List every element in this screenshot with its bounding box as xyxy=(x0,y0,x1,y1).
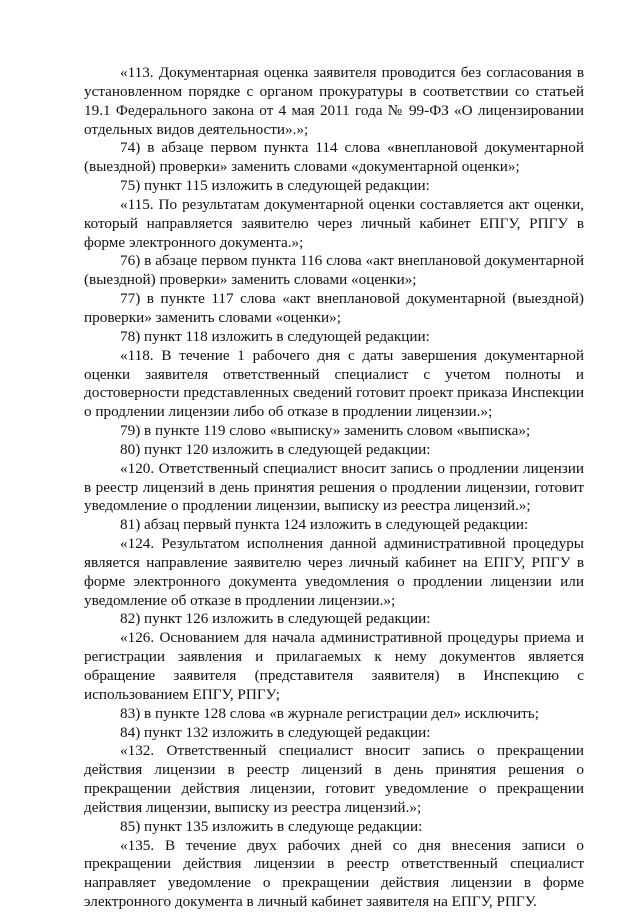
paragraph-79: 79) в пункте 119 слово «выписку» заменить словом «выписка»; xyxy=(120,422,531,440)
paragraph-77: 77) в пункте 117 слова «акт внеплановой документарной (выездной) проверки» заменить словами «оценки»; xyxy=(84,290,584,326)
paragraph-75: 75) пункт 115 изложить в следующей редакции: xyxy=(120,177,430,195)
paragraph-126: «126. Основанием для начала административной процедуры приема и регистрации заявления и прилагаемых к нему документов является обращение заявителя (представителя заявителя) в Инспекцию с использованием ЕПГУ, РПГУ; xyxy=(84,629,584,703)
paragraph-83: 83) в пункте 128 слова «в журнале регистрации дел» исключить; xyxy=(120,704,539,722)
paragraph-85: 85) пункт 135 изложить в следующе редакции: xyxy=(120,817,423,835)
paragraph-115: «115. По результатам документарной оценки составляется акт оценки, который направляется заявителю через личный кабинет ЕПГУ, РПГУ в форме электронного документа.»; xyxy=(84,195,584,251)
paragraph-120: «120. Ответственный специалист вносит запись о продлении лицензии в реестр лицензий в день принятия решения о продлении лицензии, готовит уведомление о продлении лицензии, выписку из реестра лицензий.»; xyxy=(84,459,584,515)
paragraph-113: «113. Документарная оценка заявителя проводится без согласования в установленном порядке с органом прокуратуры в соответствии со статьей 19.1 Федерального закона от 4 мая 2011 года № 99-ФЗ «О лицензировании отдельных видов деятельности».»; xyxy=(84,64,584,138)
paragraph-74: 74) в абзаце первом пункта 114 слова «внеплановой документарной (выездной) проверки» заменить словами «документарной оценки»; xyxy=(84,139,584,176)
paragraph-118: «118. В течение 1 рабочего дня с даты завершения документарной оценки заявителя ответственный специалист с учетом полноты и достоверности представленных сведений готовит проект приказа Инспекции о продлении лицензии либо об отказе в продлении лицензии.»; xyxy=(84,346,584,421)
paragraph-80: 80) пункт 120 изложить в следующей редакции: xyxy=(120,440,431,458)
paragraph-81: 81) абзац первый пункта 124 изложить в следующей редакции: xyxy=(120,516,529,534)
paragraph-76: 76) в абзаце первом пункта 116 слова «акт внеплановой документарной (выездной) проверки» заменить словами «оценки»; xyxy=(84,252,584,289)
paragraph-82: 82) пункт 126 изложить в следующей редакции: xyxy=(120,610,431,628)
paragraph-135: «135. В течение двух рабочих дней со дня внесения записи о прекращении действия лицензии в реестр ответственный специалист направляет уведомление о прекращении действия лицензии в форме электронного документа в личный кабинет заявителя на ЕПГУ, РПГУ. xyxy=(84,836,584,911)
paragraph-124: «124. Результатом исполнения данной административной процедуры является направление заявителю через личный кабинет на ЕПГУ, РПГУ в форме электронного документа уведомления о продлении лицензии или уведомление об отказе в продлении лицензии.»; xyxy=(84,535,584,609)
paragraph-132: «132. Ответственный специалист вносит запись о прекращении действия лицензии в реестр лицензий в день принятия решения о прекращении действия лицензии, готовит уведомление о прекращении действия лицензии, выписку из реестра лицензий.»; xyxy=(84,742,584,816)
paragraph-84: 84) пункт 132 изложить в следующей редакции: xyxy=(120,723,431,741)
document-body xyxy=(84,64,584,912)
paragraph-78: 78) пункт 118 изложить в следующей редакции: xyxy=(120,327,430,345)
